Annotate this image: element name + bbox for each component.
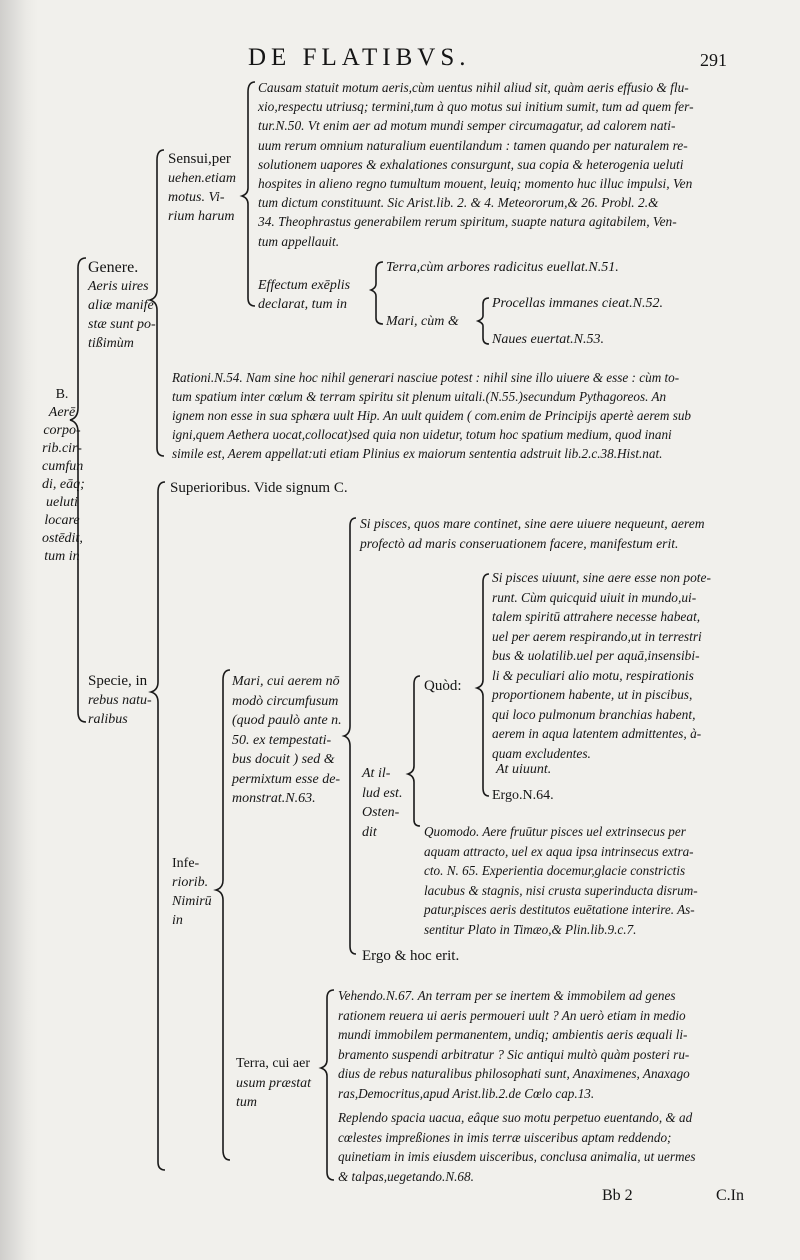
mari-line: permixtum esse de- (232, 771, 341, 787)
root-line: rib.cir- (42, 441, 82, 456)
terra-line: usum præstat (236, 1075, 312, 1091)
quod-line: proportionem habente, ut in piscibus, (492, 687, 693, 702)
inferioribus-line: in (172, 913, 183, 928)
root-line: cumfun (42, 459, 84, 474)
root-line: corpo- (43, 423, 81, 438)
quod-line: uel per aerem respirando,ut in terrestri (492, 628, 702, 644)
page-number: 291 (700, 50, 727, 70)
terra-block (236, 1054, 311, 1113)
vehendo-line: ras,Democritus,apud Arist.lib.2.de Cœlo cap.13. (338, 1085, 595, 1101)
brace-inferioribus (216, 670, 230, 1160)
quod-line: qui loco pulmonum branchias habent, (492, 706, 696, 722)
quod-line: quam excludentes. (492, 745, 591, 761)
brace-mari-block (344, 518, 356, 954)
quomodo-line: sentitur Plato in Timæo,& Plin.lib.9.c.7. (424, 921, 637, 937)
effectum-line: Effectum exēplis (258, 278, 351, 293)
rationi-line: tum spatium inter cœlum & terram spiritu sit plenum uitali.(N.55.)secundum Pythagoreos. An (172, 389, 667, 404)
root-line: B. (55, 387, 69, 402)
causam-line: uum rerum omnium naturalium euentilandum : tamen quando per naturalem re- (258, 137, 688, 153)
specie-line: rebus natu- (88, 693, 152, 708)
quod-text (492, 568, 711, 763)
sensui-line: Sensui,per (168, 151, 231, 167)
rationi-line: Rationi.N.54. Nam sine hoc nihil generari nasciue potest : nihil sine illo uiuere & esse : cùm to- (172, 370, 680, 385)
causam-line: tur.N.50. Vt enim aer ad motum mundi semper circumagatur, ad calorem nati- (258, 118, 676, 134)
vehendo-line: mundi immobilem permanentem, undiq; ambientis aeris æquali li- (338, 1027, 688, 1042)
root-line: di, eāq; (42, 477, 85, 492)
quod-line: aerem in aqua latentem admittentes, à- (492, 726, 702, 741)
quod-label: Quòd: (424, 678, 462, 694)
brace-specie (151, 482, 165, 1170)
at-illud-line: Osten- (362, 805, 400, 820)
signature-mark: Bb 2 (602, 1187, 633, 1204)
mari-line: monstrat.N.63. (232, 791, 316, 806)
gutter-shadow (0, 0, 38, 1260)
pisces-line: Si pisces, quos mare continet, sine aere uiuere nequeunt, aerem (360, 516, 705, 531)
quomodo-text (424, 822, 698, 939)
brace-effectum (371, 262, 383, 324)
brace-quod (477, 574, 489, 796)
quod-line: li & peculiari alio motu, respirationis (492, 667, 694, 683)
rationi-line: simile est, Aerem appellat:uti etiam Plinius ex maiorum sententia adstruit lib.2.c.38.Hist.nat. (172, 446, 663, 461)
quomodo-line: patur,pisces aeris destitutos euētatione interire. As- (424, 902, 695, 917)
root-line: ostēdit, (42, 531, 83, 546)
sensui-line: uehen.etiam (168, 171, 237, 186)
quomodo-line: lacubus & stagnis, nisi crusta superinducta disrum- (424, 882, 698, 898)
genere-line: tißimùm (88, 336, 134, 351)
brace-terra (321, 990, 334, 1180)
superioribus-label: Superioribus. Vide signum C. (170, 480, 348, 496)
pisces-text (360, 514, 705, 554)
terra-line: tum (236, 1095, 257, 1110)
genere-line: Aeris uires (88, 279, 149, 294)
sensui-line: motus. Vi- (168, 190, 225, 205)
at-illud-line: lud est. (362, 785, 403, 801)
inferioribus-line: Infe- (172, 856, 200, 871)
catchword: C.In (716, 1187, 744, 1204)
sensui-line: rium harum (168, 209, 235, 224)
effectum-naues: Naues euertat.N.53. (492, 332, 604, 347)
causam-line: tum appellauit. (258, 233, 340, 249)
rationi-line: ignem non esse in sua sphæra uult Hip. An uult quidem ( com.enim de Principijs apertè aerem sub (172, 408, 692, 423)
quomodo-line: Quomodo. Aere fruūtur pisces uel extrinsecus per (424, 824, 686, 839)
brace-sensui (242, 82, 255, 306)
replendo-line: quinetiam in imis eiusdem uisceribus, conclusa animalia, ut uermes (338, 1149, 696, 1164)
at-uiuunt: At uiuunt. (496, 762, 552, 777)
genere-line: Genere. (88, 259, 139, 276)
inferioribus-line: riorib. (172, 875, 209, 890)
quod-line: runt. Cùm quicquid uiuit in mundo,ui- (492, 589, 697, 605)
causam-line: solutionem uapores & exhalationes consurgunt, sua copia & heterogenia ueluti (258, 156, 684, 172)
causam-text (258, 78, 694, 251)
quomodo-line: aquam attracto, uel ex aqua ipsa intrinsecus extra- (424, 843, 694, 859)
effectum-line: declarat, tum in (258, 297, 348, 312)
root-line: ueluti (46, 495, 78, 510)
causam-line: Causam statuit motum aeris,cùm uentus nihil aliud sit, quàm aeris effusio & flu- (258, 80, 689, 95)
replendo-line: cœlestes impreßiones in imis terræ uisceribus aptam reddendo; (338, 1129, 672, 1145)
ergo-hoc-erit: Ergo & hoc erit. (362, 948, 460, 964)
mari-line: 50. ex tempestati- (232, 732, 332, 748)
causam-line: xio,respectu utriusq; termini,tum à quo motus sui initium sumit, tum ad quem fer- (258, 99, 694, 115)
genere-line: stæ sunt po- (88, 317, 156, 332)
mari-line: Mari, cui aerem nō (232, 674, 340, 689)
at-illud-line: At il- (362, 766, 391, 781)
specie-line: Specie, in (88, 673, 148, 689)
replendo-line: & talpas,uegetando.N.68. (338, 1168, 474, 1184)
rationi-text (172, 368, 691, 463)
at-illud-label (362, 764, 402, 842)
brace-at-illud (408, 676, 420, 826)
specie-line: ralibus (88, 712, 128, 727)
replendo-text (338, 1108, 696, 1186)
causam-line: 34. Theophrastus generabilem rerum spiritum, suapte natura agitabilem, Ven- (258, 214, 677, 230)
running-title: DE FLATIBVS. (248, 44, 471, 71)
terra-line: Terra, cui aer (236, 1056, 311, 1071)
sensui-label (168, 150, 236, 226)
inferioribus-label (172, 854, 212, 930)
mari-line: modò circumfusum (232, 693, 339, 709)
vehendo-line: dius de rebus naturalibus philosophati sunt, Anaximenes, Anaxago (338, 1066, 690, 1081)
effectum-terra: Terra,cùm arbores radicitus euellat.N.51. (386, 260, 619, 275)
effectum-mari: Mari, cùm & (386, 314, 459, 329)
root-line: locare (44, 513, 80, 528)
inferioribus-line: Nimirū (172, 894, 212, 909)
quod-line: talem spiritū attrahere necesse habeat, (492, 609, 701, 624)
genere-label (88, 258, 156, 353)
at-illud-line: dit (362, 824, 377, 840)
effectum-procellas: Procellas immanes cieat.N.52. (492, 296, 663, 311)
ergo-n64: Ergo.N.64. (492, 788, 554, 803)
rationi-line: igni,quem Aethera uocat,collocat)sed quia non uidetur, totum hoc spatium medium, quod inani (172, 427, 672, 442)
mari-line: (quod paulò ante n. (232, 713, 342, 728)
causam-line: tum dictum constituunt. Sic Arist.lib. 2. & 4. Meteororum,& 26. Probl. 2.& (258, 195, 659, 211)
genere-line: aliæ manife (88, 298, 154, 313)
vehendo-text (338, 986, 690, 1103)
vehendo-line: bramento suspendi arbitratur ? Sic antiqui multò quàm posteri ru- (338, 1046, 690, 1062)
quod-line: bus & uolatilib.uel per aquā,insensibi- (492, 648, 700, 663)
mari-line: bus docuit ) sed & (232, 752, 335, 767)
quomodo-line: cto. N. 65. Experientia docemur,glacie constrictis (424, 863, 686, 878)
replendo-line: Replendo spacia uacua, eâque suo motu perpetuo euentando, & ad (338, 1110, 693, 1125)
quod-line: Si pisces uiuunt, sine aere esse non pote- (492, 570, 711, 585)
causam-line: hospites in alieno regno tumultum mouent, leuiq; momento huc illuc impulsi, Ven (258, 176, 693, 192)
specie-label (88, 672, 152, 729)
root-line: Aerē (48, 405, 76, 420)
mari-block (232, 672, 342, 809)
brace-mari (478, 298, 489, 344)
root-line: tum in (44, 549, 80, 564)
pisces-line: profectò ad maris conseruationem facere, manifestum erit. (360, 536, 679, 551)
vehendo-line: rationem reuera ui aeris permoueri uult ? An uerò etiam in medio (338, 1007, 686, 1023)
effectum-label (258, 276, 350, 314)
vehendo-line: Vehendo.N.67. An terram per se inertem & immobilem ad genes (338, 988, 676, 1003)
root-label (42, 386, 85, 566)
